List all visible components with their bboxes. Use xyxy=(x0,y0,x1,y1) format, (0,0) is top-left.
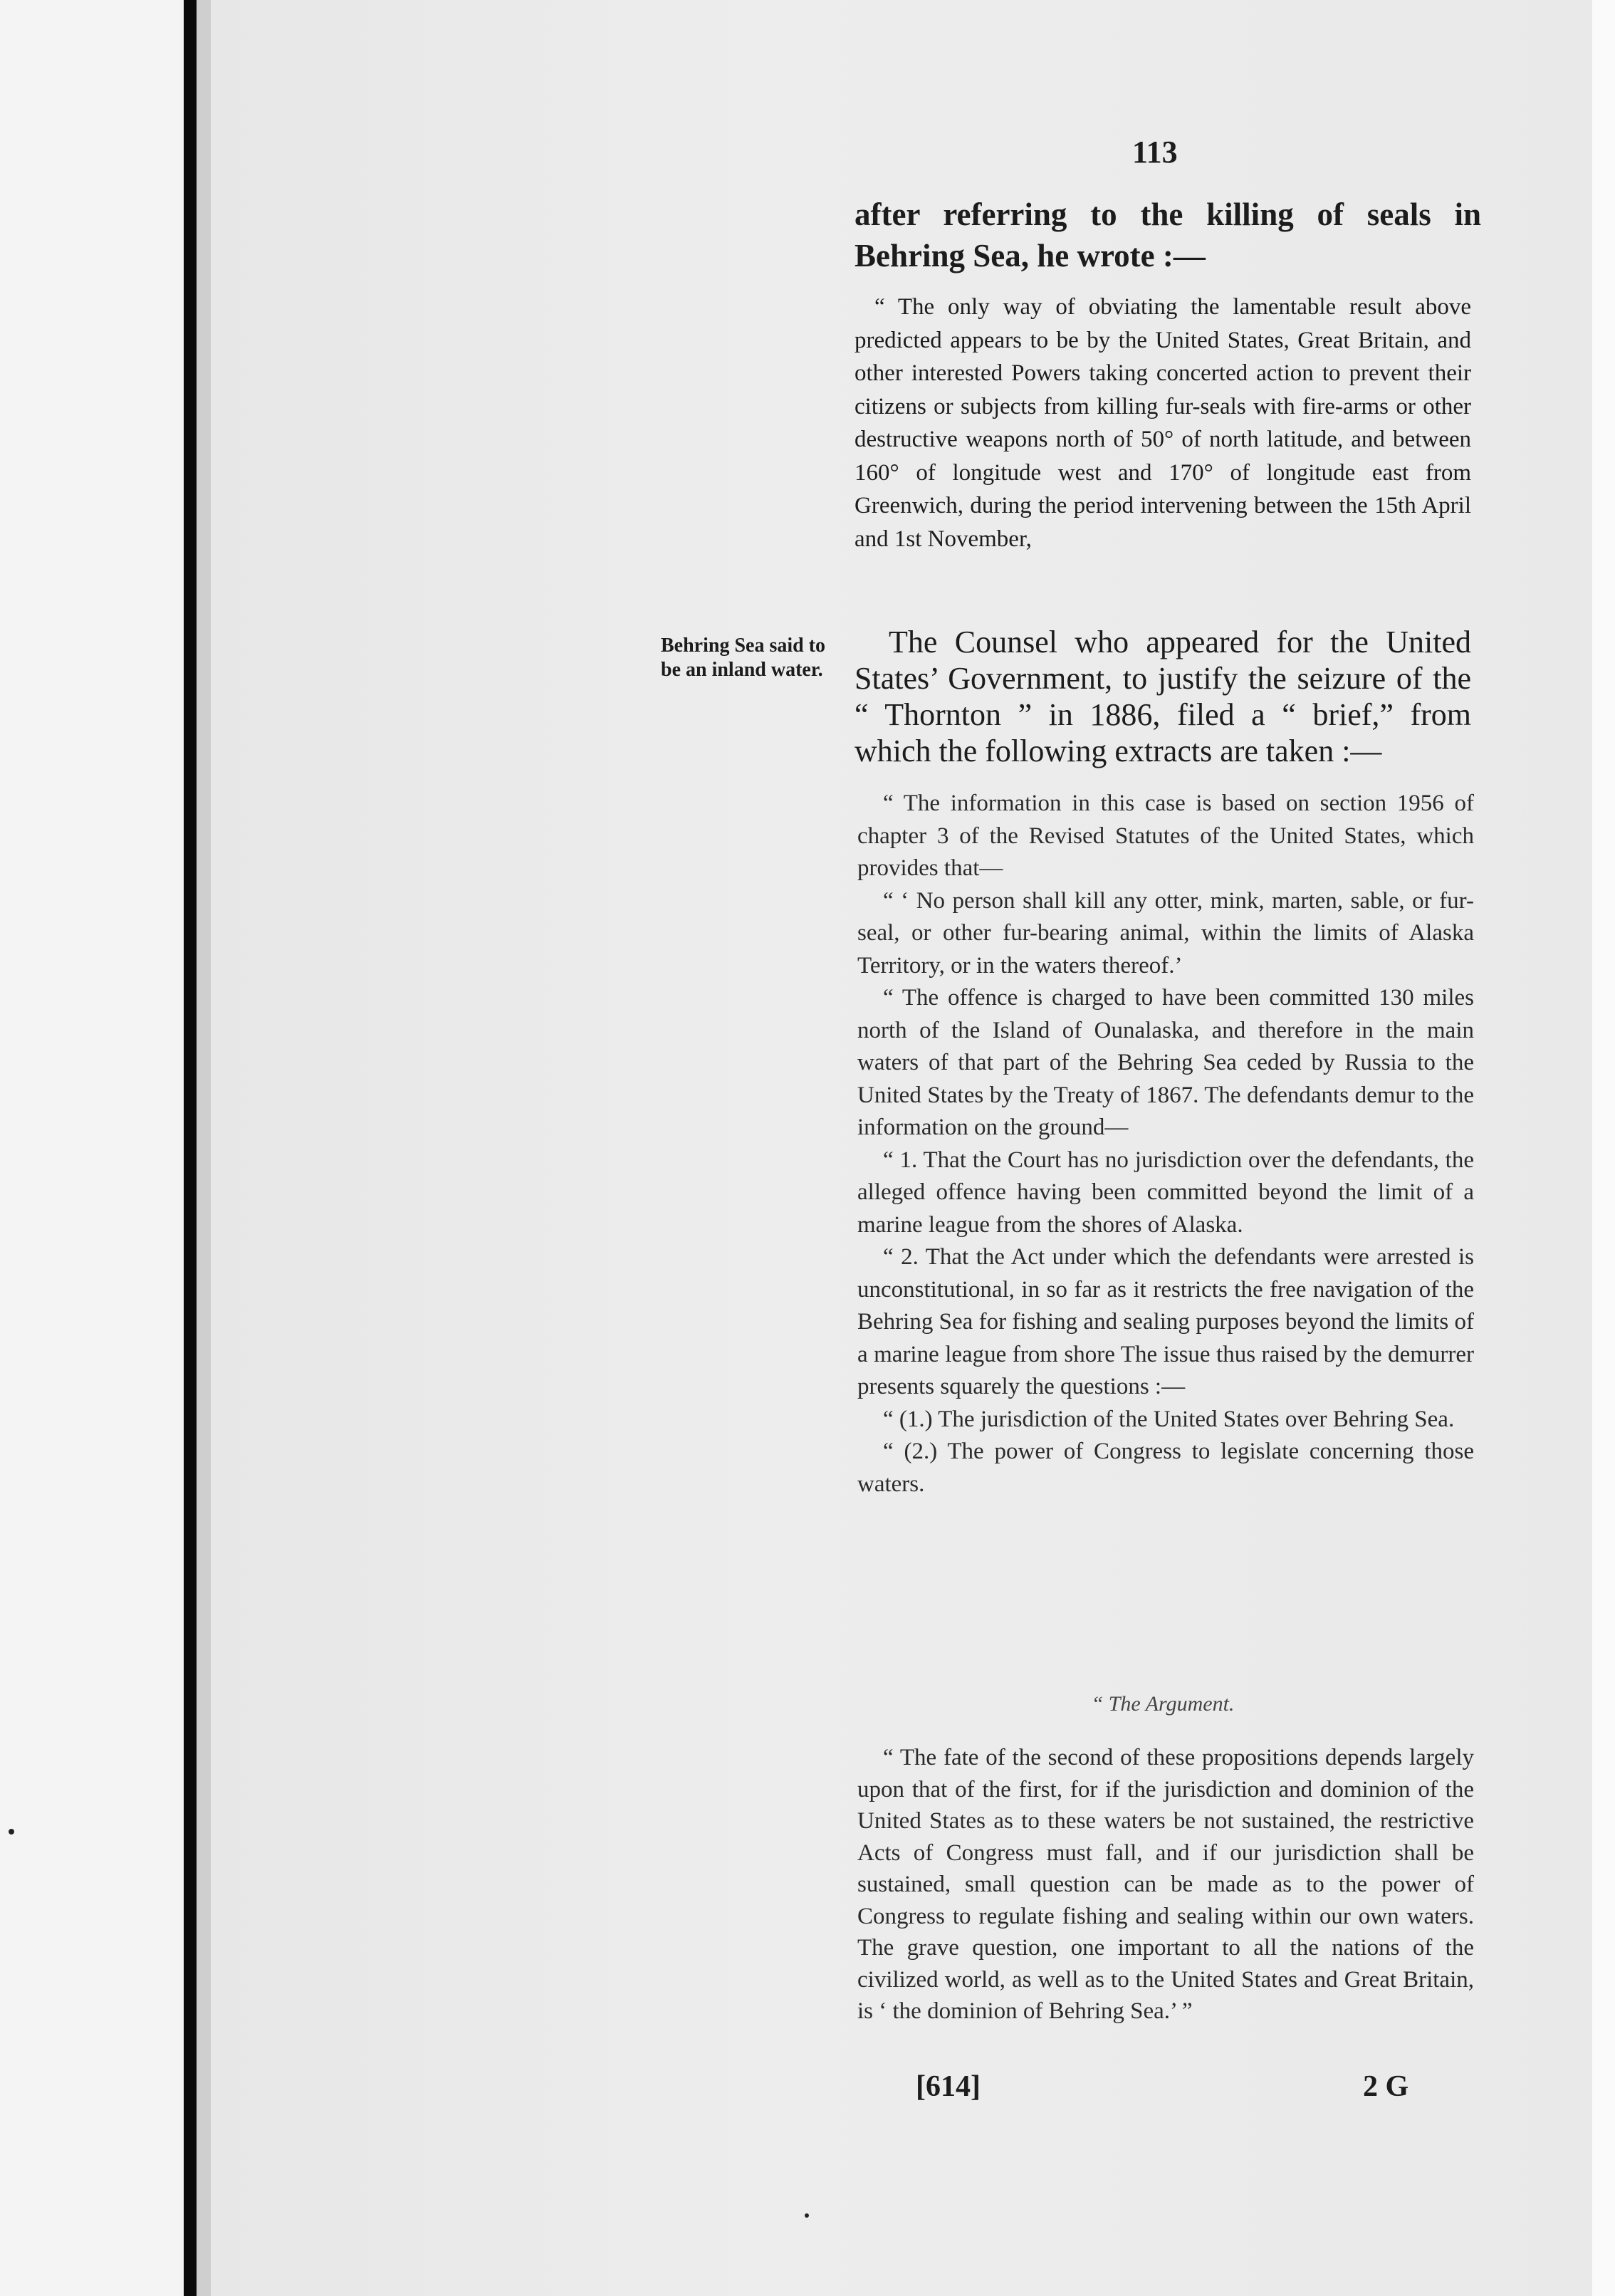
argument-paragraph: “ The fate of the second of these propositions depends largely upon that of the first, for if the jurisdiction and dominion of the United States as to these waters be not sustained, the restrictive Acts of Congress must fall, and if our jurisdiction shall be sustained, small question can be made as to the power of Congress to regulate fishing and sealing within our own waters. The grave question, one important to all the nations of the civilized world, as well as to the United States and Great Britain, is ‘ the dominion of Behring Sea.’ ” xyxy=(857,1745,1474,2024)
brief-paragraph: “ The information in this case is based on section 1956 of chapter 3 of the Revised Statutes of the United States, which provides that— xyxy=(857,790,1474,881)
brief-paragraph: “ 2. That the Act under which the defendants were arrested is unconstitutional, in so far as it restricts the free navigation of the Behring Sea for fishing and sealing purposes beyond the limits of a marine league from shore The issue thus raised by the demurrer presents squarely the questions :— xyxy=(857,1244,1474,1399)
brief-paragraph: “ 1. That the Court has no jurisdiction over the defendants, the alleged offence having been committed beyond the limit of a marine league from the shores of Alaska. xyxy=(857,1147,1474,1238)
brief-paragraph: “ The offence is charged to have been committed 130 miles north of the Island of Ounalaska, and therefore in the main waters of that part of the Behring Sea ceded by Russia to the United States by the Treaty of 1867. The defendants demur to the information on the ground— xyxy=(857,985,1474,1140)
margin-sidenote: Behring Sea said to be an inland water. xyxy=(661,635,826,681)
page-gutter xyxy=(197,0,211,2296)
printer-signature: [614] xyxy=(916,2070,981,2103)
left-scan-margin xyxy=(0,0,184,2296)
quotation-block xyxy=(854,291,1471,555)
counsel-paragraph-block xyxy=(854,624,1471,769)
brief-paragraph: “ ‘ No person shall kill any otter, mink, marten, sable, or fur-seal, or other fur-bearing animal, within the limits of Alaska Territory, or in the waters thereof.’ xyxy=(857,887,1474,979)
lead-paragraph xyxy=(854,194,1481,276)
scan-speck xyxy=(9,1829,14,1835)
counsel-paragraph: The Counsel who appeared for the United States’ Government, to justify the seizure of the “ Thornton ” in 1886, filed a “ brief,” from which the following extracts are taken :— xyxy=(854,625,1471,768)
quotation-paragraph: “ The only way of obviating the lamentable result above predicted appears to be by the United States, Great Britain, and other interested Powers taking concerted action to prevent their citizens or subjects from killing fur-seals with fire-arms or other destructive weapons north of 50° of north latitude, and between 160° of longitude west and 170° of longitude east from Greenwich, during the period intervening between the 15th April and 1st November, xyxy=(854,294,1471,552)
argument-heading: “ The Argument. xyxy=(1091,1692,1235,1716)
page-number: 113 xyxy=(1132,135,1178,169)
lead-text: after referring to the killing of seals in Behring Sea, he wrote :— xyxy=(854,197,1481,273)
argument-block xyxy=(857,1742,1474,2028)
scan-speck xyxy=(805,2213,809,2218)
brief-paragraph: “ (1.) The jurisdiction of the United States over Behring Sea. xyxy=(883,1406,1455,1432)
binding-shadow xyxy=(184,0,197,2296)
right-scan-margin xyxy=(1592,0,1615,2296)
gathering-signature: 2 G xyxy=(1363,2070,1409,2103)
brief-paragraph: “ (2.) The power of Congress to legislate concerning those waters. xyxy=(857,1439,1474,1497)
brief-extract xyxy=(857,788,1474,1501)
